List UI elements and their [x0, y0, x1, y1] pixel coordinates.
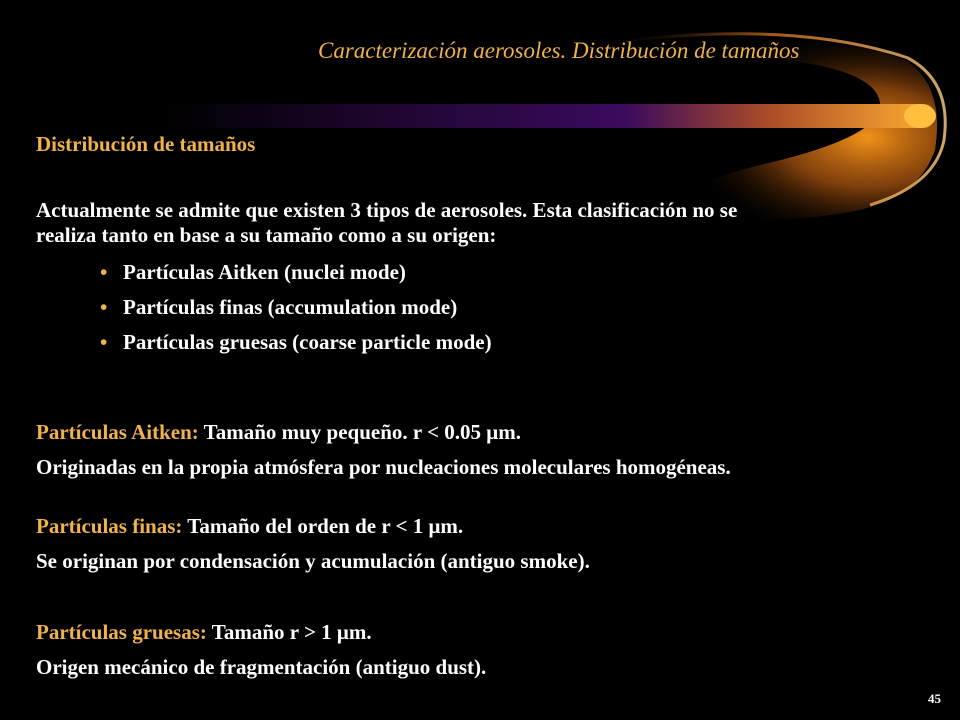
list-item — [100, 295, 492, 330]
bullet-icon: • — [100, 260, 108, 284]
list-item-text: Partículas Aitken (nuclei mode) — [123, 260, 406, 284]
slide-title: Caracterización aerosoles. Distribución de tamaños — [318, 38, 800, 63]
list-item — [100, 260, 492, 295]
list-item — [100, 330, 492, 365]
aitken-size: Tamaño muy pequeño. r < 0.05 μm. — [198, 420, 521, 444]
list-item-text: Partículas gruesas (coarse particle mode) — [123, 330, 492, 354]
bullet-icon: • — [100, 330, 108, 354]
finas-size: Tamaño del orden de r < 1 μm. — [182, 514, 464, 538]
intro-line-1: Actualmente se admite que existen 3 tipos de aerosoles. Esta clasificación no se — [36, 198, 738, 222]
bullet-icon: • — [100, 295, 108, 319]
gruesas-label: Partículas gruesas: — [36, 620, 207, 644]
aitken-size-line — [36, 420, 521, 445]
page-number: 45 — [928, 691, 941, 706]
gruesas-size-line — [36, 620, 372, 645]
intro-line-2: realiza tanto en base a su tamaño como a su origen: — [36, 223, 497, 247]
section-heading: Distribución de tamaños — [36, 132, 256, 156]
aitken-origin: Originadas en la propia atmósfera por nucleaciones moleculares homogéneas. — [36, 455, 731, 479]
list-item-text: Partículas finas (accumulation mode) — [123, 295, 458, 319]
gruesas-size: Tamaño r > 1 μm. — [206, 620, 372, 644]
aitken-label: Partículas Aitken: — [36, 420, 199, 444]
finas-label: Partículas finas: — [36, 514, 183, 538]
gruesas-origin: Origen mecánico de fragmentación (antiguo dust). — [36, 655, 487, 679]
intro-paragraph — [36, 198, 737, 248]
finas-origin: Se originan por condensación y acumulación (antiguo smoke). — [36, 549, 590, 573]
particle-type-list — [100, 260, 492, 365]
finas-size-line — [36, 514, 463, 539]
